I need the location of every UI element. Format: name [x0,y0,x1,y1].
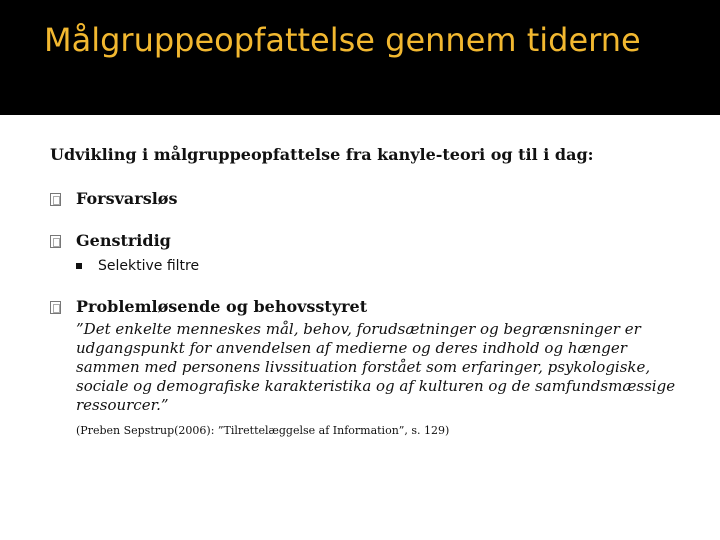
citation-text: (Preben Sepstrup(2006): ”Tilrettelæggelse af Information”, s. 129) [76,424,450,437]
list-item [50,296,690,439]
slide-title: Målgruppeopfattelse gennem tiderne [44,21,641,59]
list-item [50,230,690,276]
intro-text: Udvikling i målgruppeopfattelse fra kanyle-teori og til i dag: [50,145,594,164]
sub-list-item-label: Selektive filtre [98,258,200,274]
slide-content [50,140,690,439]
list-item [50,188,690,210]
list-item-label: Problemløsende og behovsstyret [76,297,368,316]
quote-text: ”Det enkelte menneskes mål, behov, forudsætninger og begrænsninger er udgangspunkt for anvendelsen af medierne og deres indhold og hænger sammen med personens livssituation forstået som erfaringer, psykologiske, sociale og demografiske karakteristika og af kulturen og de samfundsmæssige ressourcer.” [76,320,676,414]
box-bullet-icon [50,301,61,314]
sub-list-item [76,256,690,276]
list-item-label: Forsvarsløs [76,189,178,208]
box-bullet-icon [50,193,61,206]
square-bullet-icon [76,263,82,269]
list-item-label: Genstridig [76,231,171,250]
title-bar [0,0,720,115]
box-bullet-icon [50,235,61,248]
